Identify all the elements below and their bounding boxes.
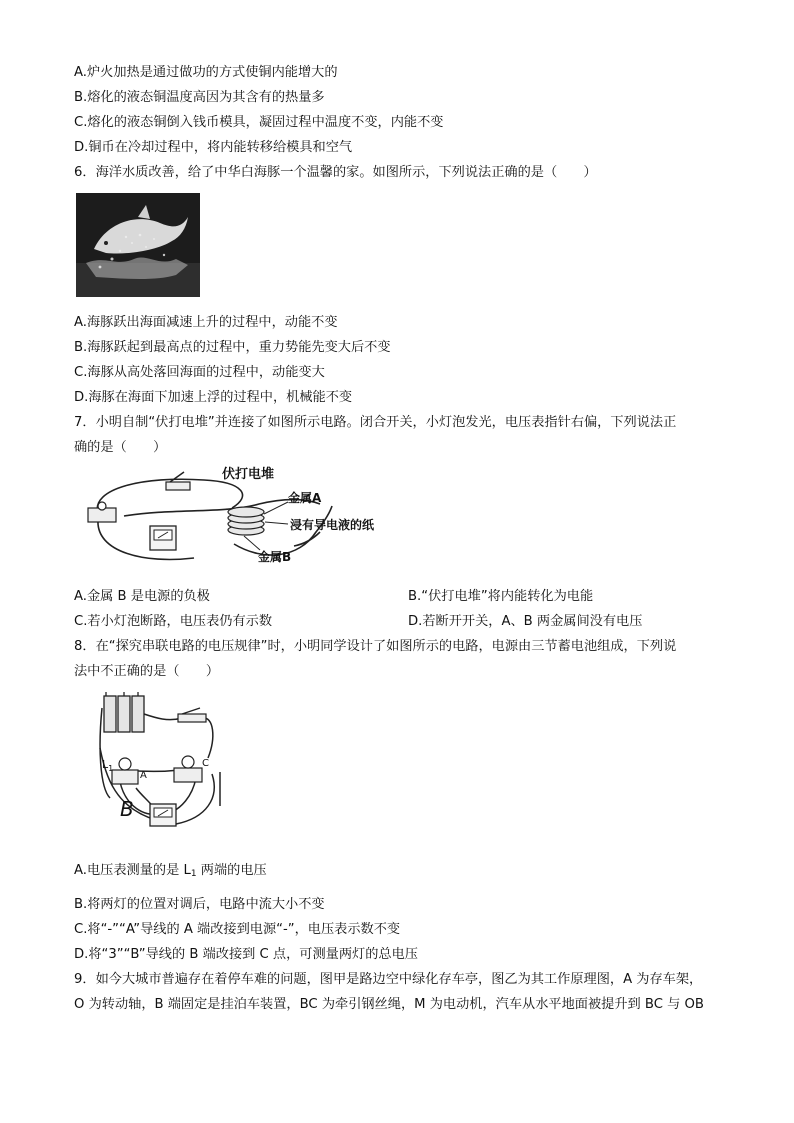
voltaic-pile-icon (228, 507, 264, 535)
switch-icon (178, 708, 206, 722)
q5-option-b: B.熔化的液态铜温度高因为其含有的热量多 (74, 90, 325, 105)
bulb-l2-icon (174, 756, 202, 782)
label-metal-a: 金属A (288, 491, 322, 505)
label-metal-b: 金属B (258, 550, 292, 564)
q7-option-a: A.金属 B 是电源的负极 (74, 589, 210, 604)
q9-stem-line2: O 为转动轴，B 端固定是挂泊车装置，BC 为牵引钢丝绳，M 为电动机，汽车从水平地面被提升到 BC 与 OB (74, 997, 704, 1012)
label-point-a: A (140, 770, 147, 781)
q8-option-a-subscript: 1 (190, 869, 197, 879)
bulb-l1-icon (112, 758, 138, 784)
q8-stem-line1: 8．在“探究串联电路的电压规律”时，小明同学设计了如图所示的电路，电源由三节蓄电池组成，下列说 (74, 639, 677, 654)
series-circuit-figure (96, 688, 242, 834)
q8-option-a (74, 862, 267, 883)
dolphin-photo (76, 193, 200, 297)
q7-option-b: B.“伏打电堆”将内能转化为电能 (408, 589, 594, 604)
q6-option-b: B.海豚跃起到最高点的过程中，重力势能先变大后不变 (74, 340, 391, 355)
voltmeter-icon (150, 526, 176, 550)
voltmeter-icon (150, 804, 176, 826)
q8-option-a-text: A.电压表测量的是 L (74, 863, 191, 878)
q6-option-a: A.海豚跃出海面减速上升的过程中，动能不变 (74, 315, 338, 330)
q7-option-c: C.若小灯泡断路，电压表仍有示数 (74, 614, 273, 629)
bulb-icon (88, 502, 116, 522)
battery-pack-icon (104, 692, 144, 732)
switch-icon (166, 472, 190, 490)
q8-option-d: D.将“3”“B”导线的 B 端改接到 C 点，可测量两灯的总电压 (74, 947, 418, 962)
q7-stem-line2: 确的是（ ） (74, 440, 167, 455)
q6-option-d: D.海豚在海面下加速上浮的过程中，机械能不变 (74, 390, 353, 405)
label-l1-subscript: 1 (108, 764, 114, 773)
q8-option-b: B.将两灯的位置对调后，电路中流大小不变 (74, 897, 325, 912)
voltaic-pile-circuit-figure (84, 462, 404, 572)
q9-stem-line1: 9．如今大城市普遍存在着停车难的问题，图甲是路边空中绿化存车亭，图乙为其工作原理图，A 为存车架， (74, 972, 703, 987)
q5-option-c: C.熔化的液态铜倒入钱币模具，凝固过程中温度不变，内能不变 (74, 115, 444, 130)
label-voltaic-pile: 伏打电堆 (222, 467, 275, 482)
q7-option-d: D.若断开开关，A、B 两金属间没有电压 (408, 614, 643, 629)
q5-option-a: A.炉火加热是通过做功的方式使铜内能增大的 (74, 65, 338, 80)
q8-option-a-tail: 两端的电压 (196, 863, 267, 878)
q8-stem-line2: 法中不正确的是（ ） (74, 664, 220, 679)
label-point-c: C (202, 758, 209, 769)
q7-stem-line1: 7．小明自制“伏打电堆”并连接了如图所示电路。闭合开关，小灯泡发光，电压表指针右偏，下列说法正 (74, 415, 677, 430)
svg-text:L1 (102, 758, 113, 773)
q5-option-d: D.铜币在冷却过程中，将内能转移给模具和空气 (74, 140, 353, 155)
label-point-b: B (120, 797, 134, 821)
label-conductive-paper: 浸有导电液的纸 (290, 518, 375, 532)
q6-option-c: C.海豚从高处落回海面的过程中，动能变大 (74, 365, 325, 380)
q6-stem: 6．海洋水质改善，给了中华白海豚一个温馨的家。如图所示，下列说法正确的是（ ） (74, 165, 597, 180)
label-l1: L (102, 758, 109, 771)
q8-option-c: C.将“-”“A”导线的 A 端改接到电源“-”，电压表示数不变 (74, 922, 401, 937)
